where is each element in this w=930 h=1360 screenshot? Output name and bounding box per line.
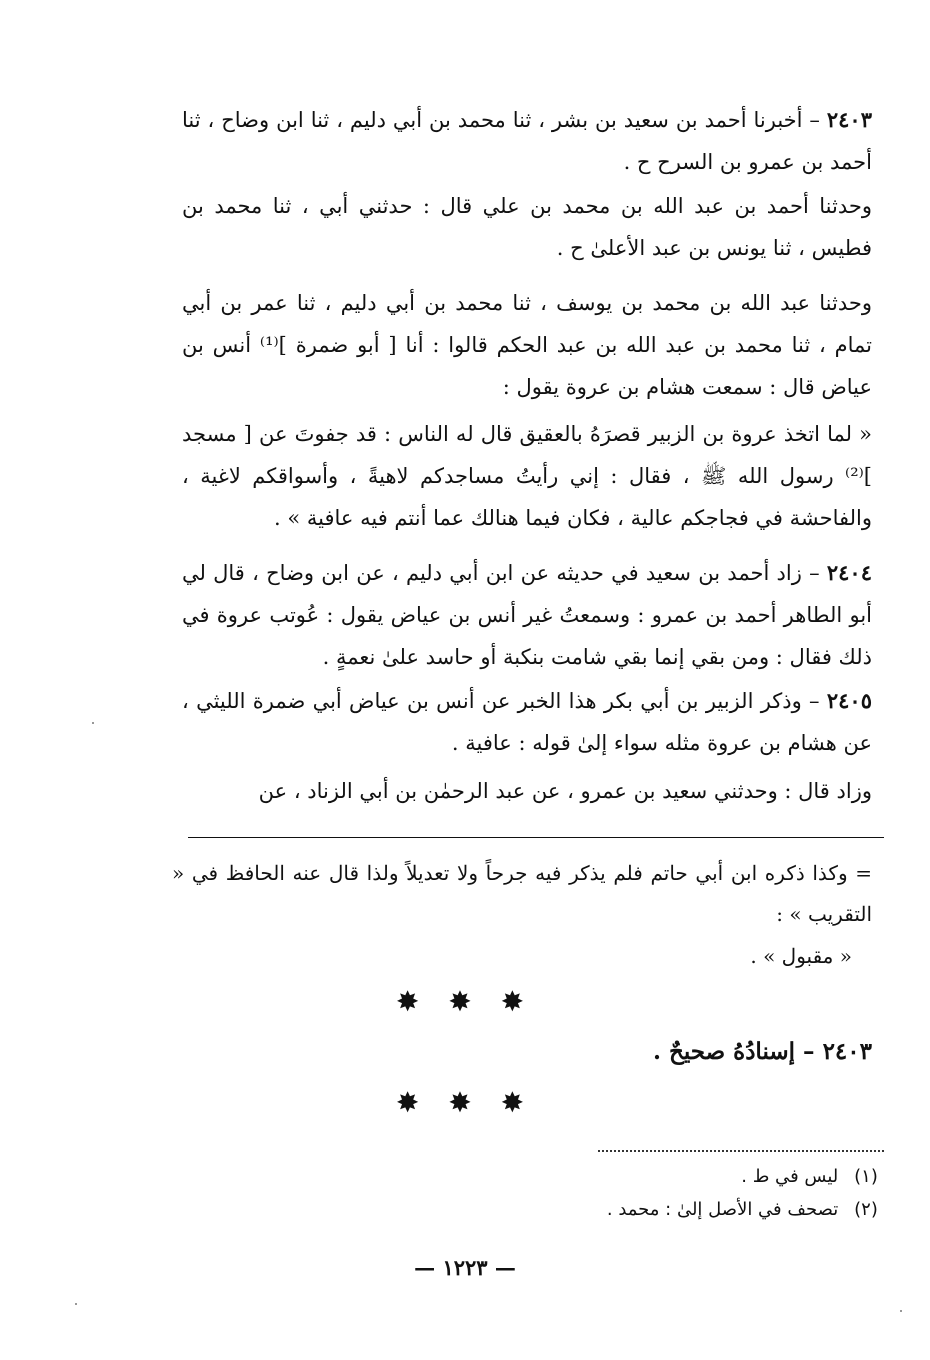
page-number: — ١٢٢٣ — (414, 1255, 516, 1280)
hadith-text: وحدثنا أحمد بن عبد الله بن محمد بن علي قال : حدثني أبي ، ثنا محمد بن فطيس ، ثنا يونس بن عبد الأعلىٰ ح . (182, 194, 872, 260)
footnote-2 (607, 1197, 888, 1223)
footnote-1 (741, 1164, 888, 1190)
footnote-number: (٢) (854, 1199, 878, 1220)
hadith-text: وحدثنا عبد الله بن محمد بن يوسف ، ثنا محمد بن أبي دليم ، ثنا عمر بن أبي تمام ، ثنا محمد بن عبد الله بن عبد الحكم قالوا : أنا [ أبو ضمرة ]⁽¹⁾ أنس بن عياض قال : سمعت هشام بن عروة يقول : (182, 291, 872, 399)
grading-line (653, 1032, 872, 1072)
scan-speck (92, 722, 94, 724)
commentary-quote-text: « مقبول » . (750, 944, 852, 968)
footnotes-dotted-separator (598, 1150, 884, 1152)
section-divider-stars: ✸ ✸ ✸ (395, 985, 535, 1018)
hadith-number: ٢٤٠٤ (826, 560, 872, 585)
footnote-text: ليس في ط . (741, 1166, 839, 1187)
hadith-text: وزاد قال : وحدثني سعيد بن عمرو ، عن عبد الرحمٰن بن أبي الزناد ، عن (258, 779, 872, 803)
footnote-separator-line (188, 837, 884, 838)
hadith-2403-chain-3 (182, 282, 872, 408)
footnote-text: تصحف في الأصل إلىٰ : محمد . (606, 1199, 839, 1220)
section-divider-stars: ✸ ✸ ✸ (395, 1086, 535, 1119)
hadith-2403-chain-2 (182, 185, 872, 269)
hadith-number: ٢٤٠٥ (826, 688, 872, 713)
scan-speck (900, 1310, 902, 1312)
hadith-2404 (182, 552, 872, 678)
hadith-text: – أخبرنا أحمد بن سعيد بن بشر ، ثنا محمد بن أبي دليم ، ثنا ابن وضاح ، ثنا أحمد بن عمرو بن السرح ح . (182, 108, 872, 174)
grading-number: ٢٤٠٣ (822, 1038, 872, 1065)
grading-text: – إسنادُهُ صحيحٌ . (652, 1038, 815, 1065)
hadith-2405 (182, 680, 872, 764)
commentary-quote (152, 936, 852, 977)
scan-speck (75, 1303, 77, 1305)
hadith-2405-continuation (182, 770, 872, 812)
hadith-text: – وذكر الزبير بن أبي بكر هذا الخبر عن أنس بن عياض أبي ضمرة الليثي ، عن هشام بن عروة مثله سواء إلىٰ قوله : عافية . (182, 689, 872, 755)
hadith-2403-text (182, 413, 872, 539)
hadith-text: « لما اتخذ عروة بن الزبير قصرَهُ بالعقيق قال له الناس : قد جفوتَ عن [ مسجد ]⁽²⁾ رسول الله ﷺ ، فقال : إني رأيتُ مساجدكم لاهيةً ، وأسواقكم لاغية ، والفاحشة في فجاجكم عالية ، فكان فيما هنالك عما أنتم فيه عافية » . (182, 422, 872, 530)
commentary-text: = وكذا ذكره ابن أبي حاتم فلم يذكر فيه جرحاً ولا تعديلاً ولذا قال عنه الحافظ في « التقريب » : (172, 861, 872, 926)
commentary-note (172, 853, 872, 935)
hadith-text: – زاد أحمد بن سعيد في حديثه عن ابن أبي دليم ، عن ابن وضاح ، قال لي أبو الطاهر أحمد بن عمرو : وسمعتُ غير أنس بن عياض يقول : عُوتب عروة في ذلك فقال : ومن بقي إنما بقي شامت بنكبة أو حاسد علىٰ نعمةٍ . (182, 561, 872, 669)
hadith-2403-chain-1 (182, 99, 872, 183)
hadith-number: ٢٤٠٣ (826, 107, 872, 132)
footnote-number: (١) (854, 1166, 878, 1187)
